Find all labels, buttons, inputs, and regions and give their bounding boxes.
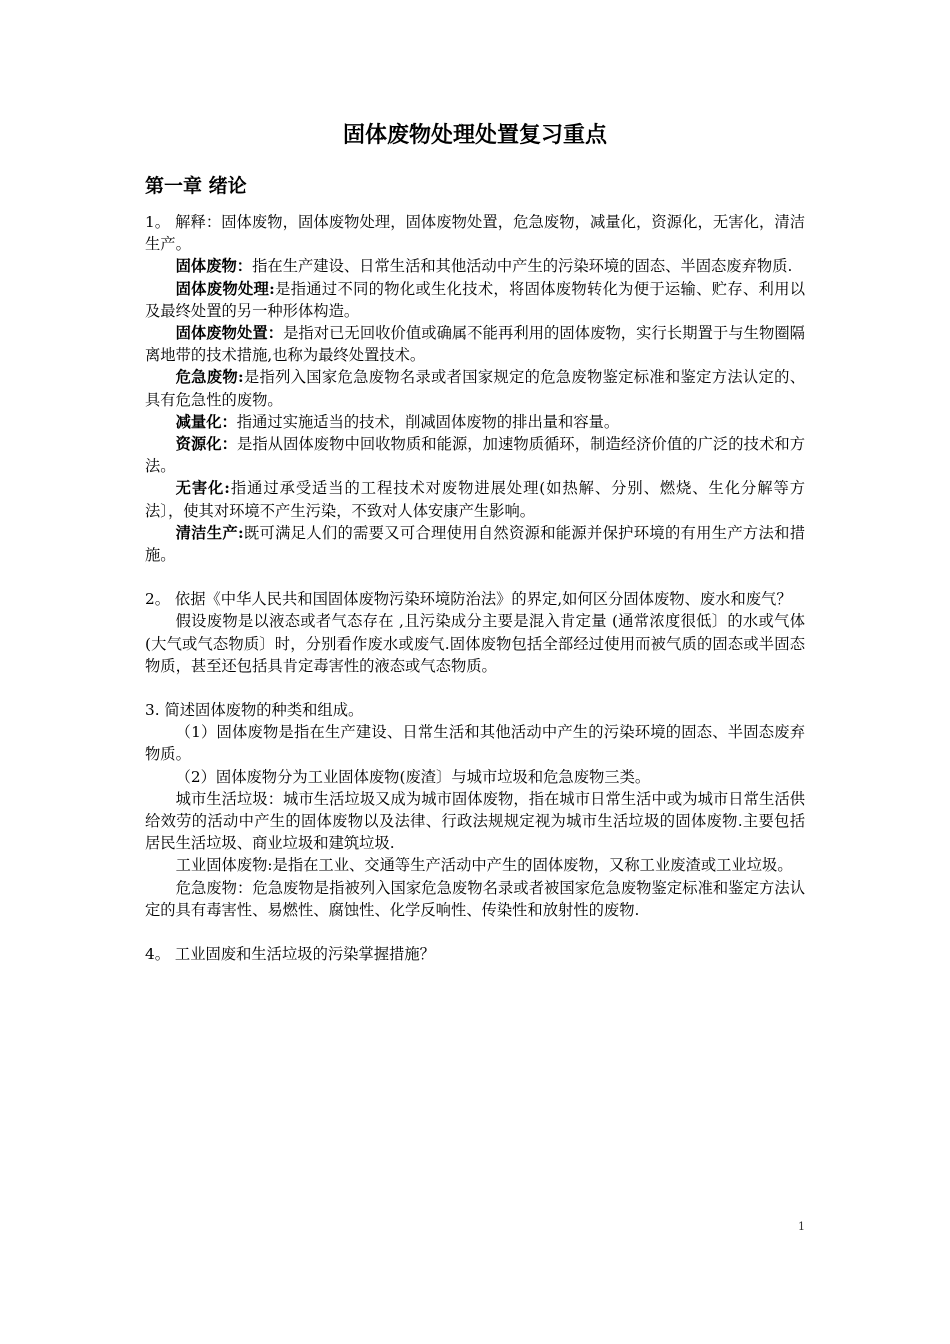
- definition-term: 危急废物:: [175, 368, 244, 387]
- answer-3-item-4: 工业固体废物:是指在工业、交通等生产活动中产生的固体废物，又称工业废渣或工业垃圾。: [175, 856, 793, 875]
- definition-recycling: [145, 433, 805, 477]
- definition-term: 固体废物处理:: [175, 279, 275, 298]
- definition-disposal: [145, 322, 805, 366]
- definition-solid-waste: [145, 255, 805, 277]
- definition-harmless: [145, 477, 805, 521]
- answer-3-item-2: （2）固体废物分为工业固体废物(废渣〕与城市垃圾和危急废物三类。: [175, 767, 651, 786]
- definition-term: 清洁生产:: [175, 523, 244, 542]
- definition-term: 无害化:: [175, 479, 230, 498]
- definition-text: 指在生产建设、日常生活和其他活动中产生的污染环境的固态、半固态废弃物质.: [252, 257, 793, 276]
- definition-term: 减量化：: [175, 412, 237, 431]
- definition-text: 既可满足人们的需要又可合理使用自然资源和能源并保护环境的有用生产方法和措施。: [145, 523, 805, 565]
- definition-treatment: [145, 278, 805, 322]
- page-number: 1: [798, 1220, 805, 1233]
- document-body: [145, 211, 805, 965]
- definition-text: 是指从固体废物中回收物质和能源，加速物质循环，制造经济价值的广泛的技术和方法。: [145, 435, 805, 476]
- question-4: 4。 工业固废和生活垃圾的污染掌握措施？: [145, 945, 435, 964]
- definition-text: 是指通过不同的物化或生化技术，将固体废物转化为便于运输、贮存、利用以及最终处置的另一种形体构造。: [145, 279, 805, 320]
- chapter-heading: 第一章 绪论: [145, 175, 247, 197]
- question-2: 2。 依据《中华人民共和国固体废物污染环境防治法》的界定,如何区分固体废物、废水和废气？: [145, 590, 792, 609]
- definition-text: 指通过实施适当的技术，削减固体废物的排出量和容量。: [236, 412, 620, 431]
- definition-term: 固体废物：: [175, 257, 253, 276]
- document-title: 固体废物处理处置复习重点: [342, 122, 607, 148]
- definition-term: 固体废物处置：: [175, 324, 284, 343]
- definition-reduction: [145, 411, 805, 433]
- definition-clean-production: [145, 522, 805, 566]
- answer-3-item-3: 城市生活垃圾：城市生活垃圾又成为城市固体废物，指在城市日常生活中或为城市日常生活供给效劳的活动中产生的固体废物以及法律、行政法规规定视为城市生活垃圾的固体废物.主要包括居民生活垃圾、商业垃圾和建筑垃圾.: [145, 789, 805, 853]
- answer-3-item-5: 危急废物：危急废物是指被列入国家危急废物名录或者被国家危急废物鉴定标准和鉴定方法认定的具有毒害性、易燃性、腐蚀性、化学反响性、传染性和放射性的废物.: [145, 878, 805, 919]
- definition-term: 资源化：: [175, 435, 238, 454]
- definition-hazardous-waste: [145, 366, 805, 410]
- question-1: 1。 解释：固体废物，固体废物处理，固体废物处置，危急废物，减量化，资源化，无害化，清洁生产。: [145, 213, 805, 254]
- answer-2: 假设废物是以液态或者气态存在 ,且污染成分主要是混入肯定量 (通常浓度很低〕的水或气体(大气或气态物质〕时，分别看作废水或废气.固体废物包括全部经过使用而被气质的固态或半固态物质，甚至还包括具肯定毒害性的液态或气态物质。: [145, 612, 805, 675]
- definition-text: 是指对已无回收价值或确属不能再利用的固体废物，实行长期置于与生物圈隔离地带的技术措施,也称为最终处置技术。: [145, 324, 805, 365]
- answer-3-item-1: （1）固体废物是指在生产建设、日常生活和其他活动中产生的污染环境的固态、半固态废弃物质。: [145, 723, 805, 764]
- definition-text: 是指列入国家危急废物名录或者国家规定的危急废物鉴定标准和鉴定方法认定的、具有危急性的废物。: [145, 368, 805, 409]
- definition-text: 指通过承受适当的工程技术对废物进展处理(如热解、分别、燃烧、生化分解等方法〕，使其对环境不产生污染，不致对人体安康产生影响。: [145, 479, 805, 520]
- question-3: 3. 简述固体废物的种类和组成。: [145, 701, 364, 720]
